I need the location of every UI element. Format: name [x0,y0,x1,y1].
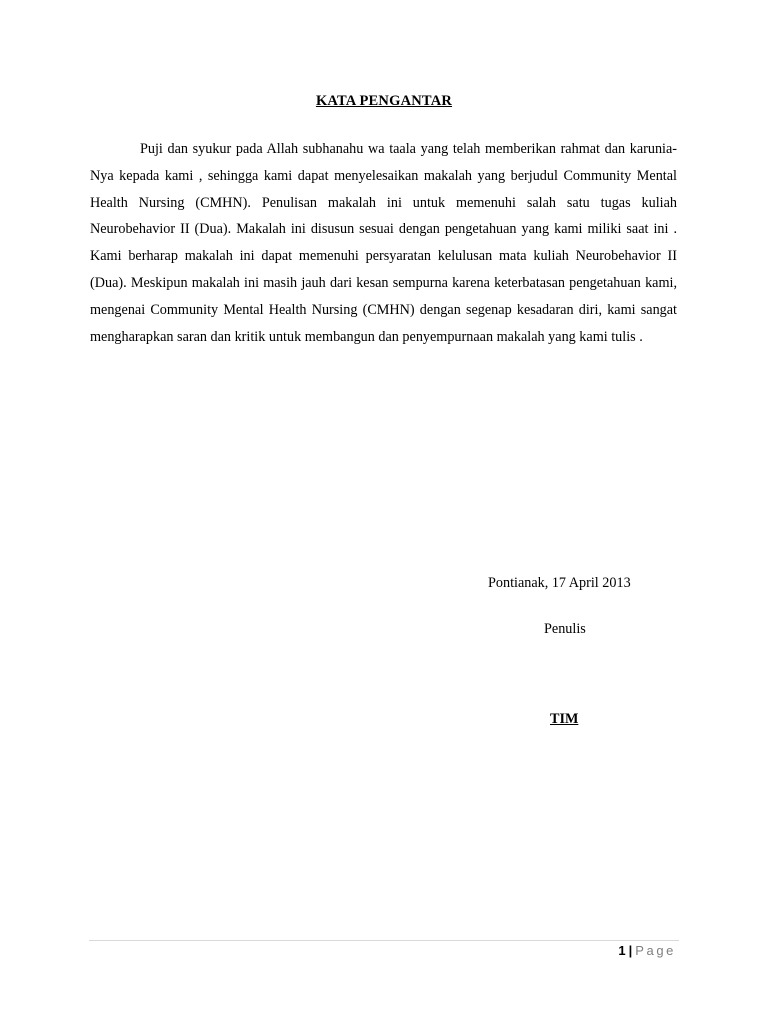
footer-separator: | [628,943,633,958]
team-signature: TIM [550,711,579,727]
document-title: KATA PENGANTAR [315,93,453,109]
page-label: Page [635,943,676,958]
writer-label: Penulis [544,621,586,637]
preface-paragraph: Puji dan syukur pada Allah subhanahu wa taala yang telah memberikan rahmat dan karunia-Nya kepada kami , sehingga kami dapat menyelesaikan makalah yang berjudul Community Mental Health Nursing (CMHN). Penulisan makalah ini untuk memenuhi salah satu tugas kuliah Neurobehavior II (Dua). Makalah ini disusun sesuai dengan pengetahuan yang kami miliki saat ini . Kami berharap makalah ini dapat memenuhi persyaratan kelulusan mata kuliah Neurobehavior II (Dua). Meskipun makalah ini masih jauh dari kesan sempurna karena keterbatasan pengetahuan kami, mengenai Community Mental Health Nursing (CMHN) dengan segenap kesadaran diri, kami sangat mengharapkan saran dan kritik untuk membangun dan penyempurnaan makalah yang kami tulis . [90,141,677,345]
footer-divider [89,940,679,941]
page-number: 1 [618,943,626,958]
place-date: Pontianak, 17 April 2013 [488,575,631,591]
page-footer [618,943,676,958]
